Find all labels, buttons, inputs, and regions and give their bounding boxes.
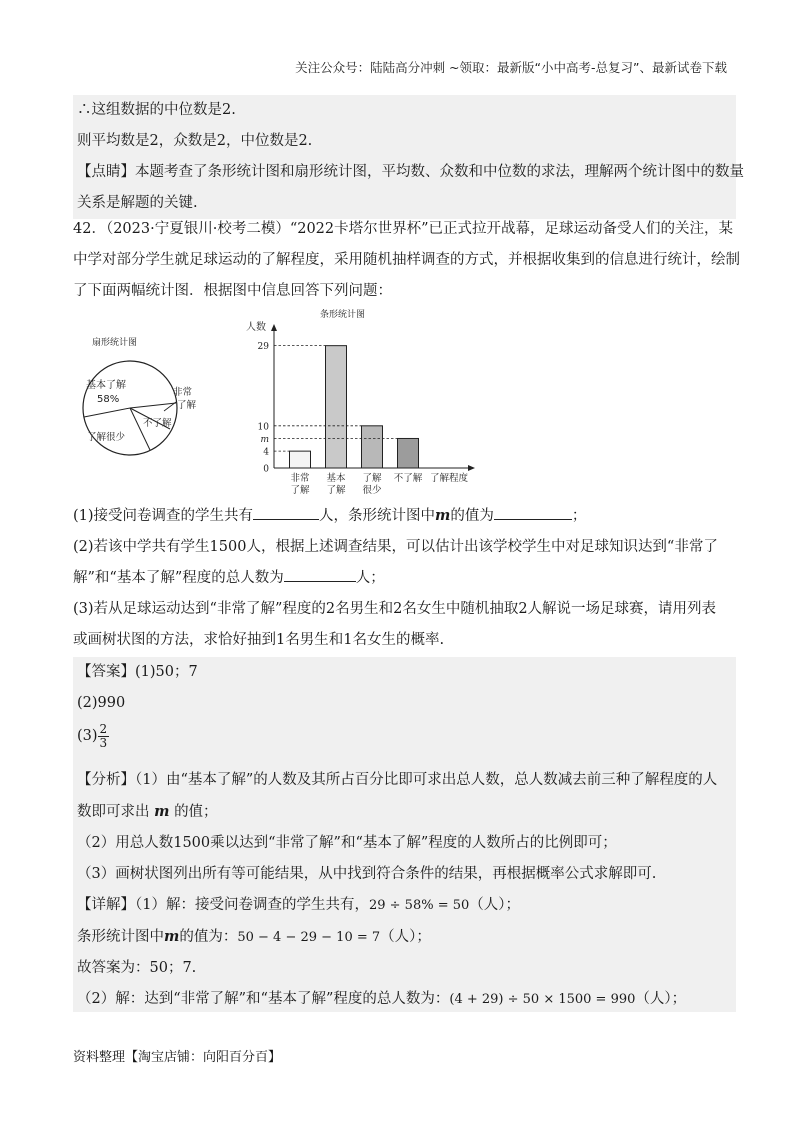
y-tick-label: 10 (257, 422, 269, 433)
answer-blank (494, 505, 572, 520)
y-tick-label: 4 (263, 447, 269, 458)
question-line: 42．（2023·宁夏银川·校考二模）“2022卡塔尔世界杯”已正式拉开战幕，足球运动备受人们的关注，某 (73, 221, 734, 237)
solution-line: 关系是解题的关键. (77, 195, 198, 211)
sub-question-2: (2)若该中学共有学生1500人，根据上述调查结果，可以估计出该学校学生中对足球知识达到“非常了 (73, 539, 718, 555)
figures-svg (60, 305, 500, 500)
sub-questions (73, 500, 728, 656)
x-tick-label: 基本 (326, 473, 346, 484)
sub-question-2-cont: 解”和“基本了解”程度的总人数为 人； (73, 563, 728, 594)
x-tick-label: 了解 (326, 485, 346, 496)
y-tick-label: 0 (263, 464, 269, 475)
statistics-figures (60, 305, 500, 500)
sub-question-3-cont: 或画树状图的方法，求恰好抽到1名男生和1名女生的概率. (73, 632, 445, 648)
detail-line: 故答案为：50；7. (77, 960, 197, 976)
x-tick-label: 很少 (362, 485, 382, 496)
solution-line: ∴这组数据的中位数是2. (77, 102, 236, 118)
previous-solution (73, 95, 744, 219)
detail-line: 【详解】（1）解：接受问卷调查的学生共有，29 ÷ 58% = 50（人）； (77, 897, 521, 913)
page-footer: 资料整理【淘宝店铺：向阳百分百】 (73, 1050, 282, 1065)
solution-line: 【点睛】本题考查了条形统计图和扇形统计图，平均数、众数和中位数的求法，理解两个统计图中的数量 (77, 164, 744, 180)
answer-blank (284, 567, 356, 582)
bar-chart (246, 308, 475, 496)
question-line: 了下面两幅统计图．根据图中信息回答下列问题： (73, 283, 392, 299)
question-line: 中学对部分学生就足球运动的了解程度，采用随机抽样调查的方式，并根据收集到的信息进行统计，绘制 (73, 252, 740, 268)
x-tick-label: 不了解 (393, 473, 423, 484)
page-header: 关注公众号：陆陆高分冲刺 ~领取：最新版“小中高考-总复习”、最新试卷下载 (295, 60, 727, 75)
y-axis-arrow (271, 324, 277, 331)
bar (398, 438, 419, 468)
bar-chart-xlabel: 了解程度 (430, 473, 469, 484)
y-tick-label: 29 (257, 342, 269, 353)
sub-question-1: (1)接受问卷调查的学生共有 人，条形统计图中m的值为 ； (73, 507, 587, 524)
detail-line: （2）解：达到“非常了解”和“基本了解”程度的总人数为：(4 + 29) ÷ 50 × 1500 = 990（人）； (77, 991, 687, 1007)
answer-blank (253, 505, 319, 520)
pie-label-very: 非常 (173, 387, 193, 398)
pie-chart (83, 336, 197, 455)
fraction: $\frac{2}{3}$ (99, 721, 108, 750)
pie-label-little: 了解很少 (87, 432, 126, 443)
answer-section (73, 657, 736, 1012)
analysis-line: 【分析】（1）由“基本了解”的人数及其所占百分比即可求出总人数，总人数减去前三种了解程度的人 (77, 772, 718, 788)
x-tick-label: 了解 (362, 473, 382, 484)
bar (326, 346, 347, 468)
pie-title: 扇形统计图 (92, 338, 138, 348)
answer-3: (3) $\frac{2}{3}$ (77, 721, 108, 750)
analysis-line: 数即可求出 m 的值； (77, 803, 218, 820)
answer-1: 【答案】(1)50；7 (77, 664, 198, 680)
pie-label-basic: 基本了解 (86, 380, 126, 391)
answer-2: (2)990 (77, 695, 126, 711)
x-axis-arrow (468, 465, 475, 471)
pie-label-basic-percent: 58% (97, 394, 120, 405)
pie-label-very: 了解 (177, 400, 197, 411)
bar-chart-title: 条形统计图 (320, 310, 366, 320)
y-tick-label: m (260, 434, 269, 445)
bar (362, 426, 383, 468)
x-tick-label: 非常 (290, 473, 310, 484)
question-42 (73, 214, 740, 307)
analysis-line: （3）画树状图列出所有等可能结果，从中找到符合条件的结果，再根据概率公式求解即可. (77, 866, 657, 882)
bar-chart-ylabel: 人数 (246, 322, 266, 333)
pie-label-not: 不了解 (143, 418, 172, 429)
bar (290, 451, 311, 468)
analysis-line: （2）用总人数1500乘以达到“非常了解”和“基本了解”程度的人数所占的比例即可； (77, 835, 617, 851)
sub-question-3: (3)若从足球运动达到“非常了解”程度的2名男生和2名女生中随机抽取2人解说一场足球赛，请用列表 (73, 601, 717, 617)
solution-line: 则平均数是2，众数是2，中位数是2. (77, 133, 313, 149)
x-tick-label: 了解 (290, 485, 310, 496)
detail-line: 条形统计图中m的值为：50 − 4 − 29 − 10 = 7（人）； (77, 928, 431, 945)
